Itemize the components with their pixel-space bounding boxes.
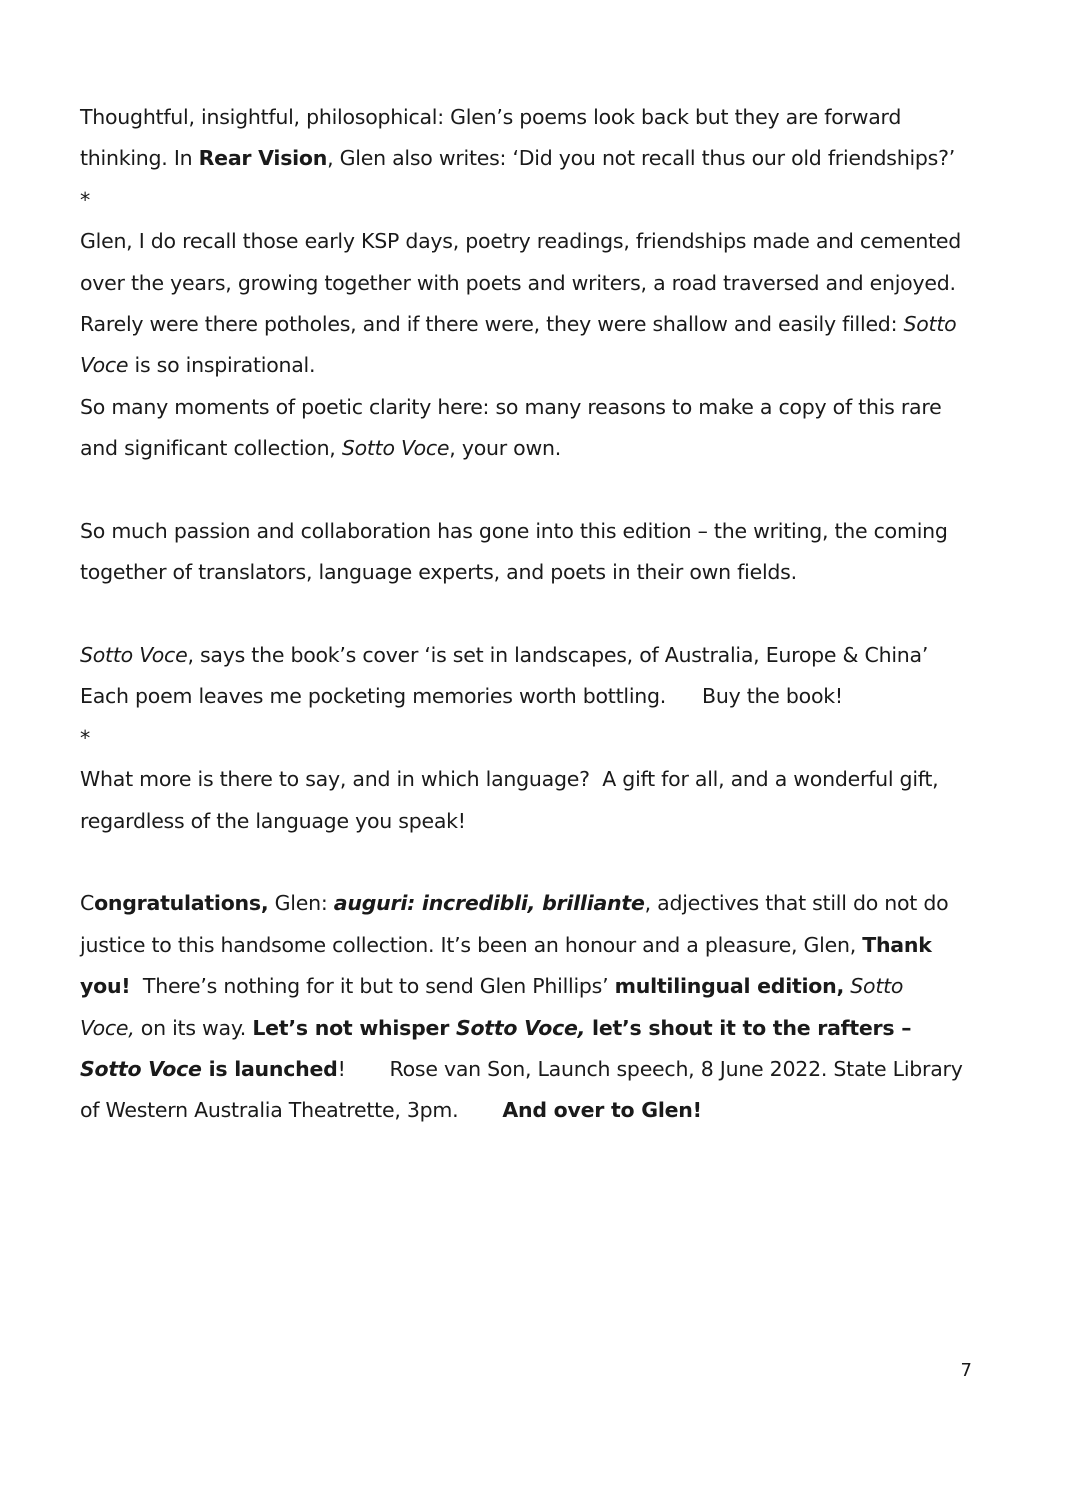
text-run: Buy the book!	[702, 684, 843, 709]
text-run: There’s nothing for it but to send Glen Phillips’	[130, 974, 615, 999]
text-run: Rose van Son, Launch speech, 8 June 2022. State Library	[389, 1056, 963, 1081]
text-run: together of translators, language experts, and poets in their own fields.	[80, 560, 797, 585]
text-run: *	[80, 725, 90, 750]
text-run: Let’s not whisper	[252, 1015, 456, 1040]
text-line	[80, 676, 980, 717]
text-run: Voce	[80, 353, 129, 378]
text-run: , your own.	[449, 436, 561, 461]
text-line	[80, 1049, 980, 1090]
text-run: justice to this handsome collection. It’s been an honour and a pleasure, Glen,	[80, 932, 863, 957]
text-run: Rear Vision	[198, 146, 328, 171]
text-run: Sotto Voce,	[455, 1015, 586, 1040]
text-line	[80, 635, 980, 676]
text-run: thinking. In	[80, 146, 199, 171]
text-line	[80, 428, 980, 469]
text-line	[80, 552, 980, 593]
text-run: And over to Glen!	[502, 1098, 702, 1123]
text-line	[80, 180, 980, 221]
text-line	[80, 138, 980, 179]
text-run: Each poem leaves me pocketing memories worth bottling.	[80, 684, 667, 709]
text-run: Sotto Voce	[80, 1056, 202, 1081]
text-run: ongratulations,	[94, 891, 269, 916]
text-run: Voce,	[80, 1015, 135, 1040]
text-run: Glen:	[268, 891, 334, 916]
text-run: Sotto Voce	[341, 436, 450, 461]
text-line	[80, 883, 980, 924]
text-line	[80, 1090, 980, 1131]
text-run: multilingual edition,	[614, 974, 845, 999]
body-text	[80, 97, 980, 1132]
text-line	[80, 345, 980, 386]
text-run: over the years, growing together with poets and writers, a road traversed and enjoyed.	[80, 270, 956, 295]
text-run: of Western Australia Theatrette, 3pm.	[80, 1098, 459, 1123]
text-run: is launched	[201, 1056, 338, 1081]
text-run: and significant collection,	[80, 436, 342, 461]
text-run: , says the book’s cover ‘is set in landscapes, of Australia, Europe & China’	[187, 643, 929, 668]
text-line	[80, 387, 980, 428]
text-line	[80, 925, 980, 966]
text-line	[80, 1008, 980, 1049]
text-run: Thoughtful, insightful, philosophical: Glen’s poems look back but they are forward	[80, 105, 902, 129]
text-run: C	[80, 891, 95, 916]
text-run: auguri: incredibli, brilliante	[333, 891, 645, 916]
text-run: Sotto Voce	[80, 643, 188, 668]
text-line	[80, 511, 980, 552]
text-run: *	[80, 187, 90, 212]
text-run: What more is there to say, and in which language? A gift for all, and a wonderful gift,	[80, 767, 939, 792]
text-run: !	[337, 1056, 346, 1081]
text-run: Sotto	[903, 311, 957, 336]
text-line	[80, 759, 980, 800]
text-line	[80, 97, 980, 138]
text-run: Glen, I do recall those early KSP days, poetry readings, friendships made and cemented	[80, 229, 962, 254]
text-line	[80, 263, 980, 304]
text-run: regardless of the language you speak!	[80, 808, 466, 833]
text-run: , Glen also writes: ‘Did you not recall thus our old friendships?’	[327, 146, 955, 171]
text-line	[80, 221, 980, 262]
text-line	[80, 718, 980, 759]
blank-line	[80, 842, 980, 883]
text-run: on its way.	[134, 1015, 253, 1040]
text-run: let’s shout it to the rafters –	[585, 1015, 912, 1040]
text-run: , adjectives that still do not do	[644, 891, 949, 916]
text-line	[80, 801, 980, 842]
text-run: Rarely were there potholes, and if there were, they were shallow and easily filled:	[80, 311, 904, 336]
text-run: So many moments of poetic clarity here: so many reasons to make a copy of this rare	[80, 394, 942, 419]
text-line	[80, 966, 980, 1007]
text-run: Thank	[862, 932, 932, 957]
blank-line	[80, 594, 980, 635]
text-line	[80, 304, 980, 345]
text-run: Sotto	[850, 974, 904, 999]
text-run: is so inspirational.	[128, 353, 316, 378]
text-run: you!	[80, 974, 131, 999]
blank-line	[80, 470, 980, 511]
text-run: So much passion and collaboration has gone into this edition – the writing, the coming	[80, 518, 948, 543]
page-number: 7	[960, 1360, 972, 1381]
